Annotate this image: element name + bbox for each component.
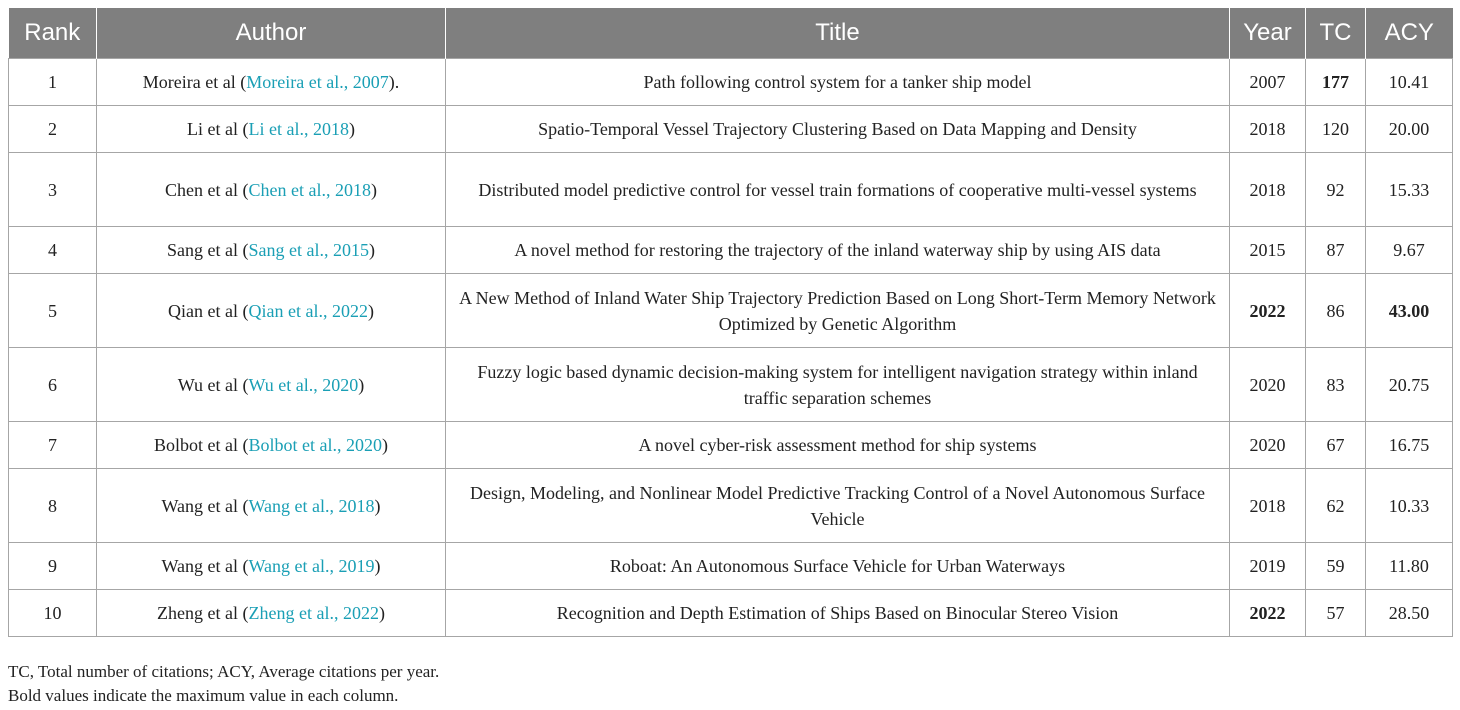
- header-author: Author: [97, 8, 446, 59]
- cell-author: [97, 348, 446, 422]
- cell-acy: 43.00: [1366, 274, 1453, 348]
- cell-year: 2018: [1230, 469, 1306, 543]
- cell-tc: 67: [1306, 422, 1366, 469]
- cell-rank: 4: [9, 227, 97, 274]
- reference-link[interactable]: Bolbot et al., 2020: [248, 435, 382, 455]
- cell-title: Fuzzy logic based dynamic decision-making system for intelligent navigation strategy within inland traffic separation schemes: [446, 348, 1230, 422]
- cell-title: Roboat: An Autonomous Surface Vehicle for Urban Waterways: [446, 543, 1230, 590]
- reference-link[interactable]: Qian et al., 2022: [248, 300, 368, 321]
- cell-rank: 3: [9, 153, 97, 227]
- cell-year: 2020: [1230, 422, 1306, 469]
- cell-tc: 92: [1306, 153, 1366, 227]
- header-acy: ACY: [1366, 8, 1453, 59]
- table-row: [9, 274, 1453, 348]
- header-year: Year: [1230, 8, 1306, 59]
- cell-tc: 87: [1306, 227, 1366, 274]
- cell-author: [97, 106, 446, 153]
- cell-title: Design, Modeling, and Nonlinear Model Predictive Tracking Control of a Novel Autonomous Surface Vehicle: [446, 469, 1230, 543]
- author-close-paren: ): [378, 603, 385, 623]
- author-name: Zheng et al (: [157, 603, 249, 623]
- cell-rank: 8: [9, 469, 97, 543]
- cell-acy: 9.67: [1366, 227, 1453, 274]
- author-close-paren: ): [381, 435, 388, 455]
- author-name: Wang et al (: [161, 495, 249, 516]
- cell-tc: 86: [1306, 274, 1366, 348]
- author-name: Qian et al (: [168, 300, 249, 321]
- cell-tc: 59: [1306, 543, 1366, 590]
- cell-author: [97, 59, 446, 106]
- cell-tc: 62: [1306, 469, 1366, 543]
- table-row: [9, 469, 1453, 543]
- cell-rank: 7: [9, 422, 97, 469]
- reference-link[interactable]: Wang et al., 2018: [248, 495, 375, 516]
- cell-year: 2019: [1230, 543, 1306, 590]
- author-close-paren: ): [374, 556, 381, 576]
- header-rank: Rank: [9, 8, 97, 59]
- author-name: Moreira et al (: [142, 72, 247, 92]
- reference-link[interactable]: Wang et al., 2019: [248, 556, 375, 576]
- cell-year: 2022: [1230, 274, 1306, 348]
- cell-title: Distributed model predictive control for vessel train formations of cooperative multi-vessel systems: [446, 153, 1230, 227]
- cell-acy: 15.33: [1366, 153, 1453, 227]
- cell-year: 2018: [1230, 153, 1306, 227]
- table-row: [9, 106, 1453, 153]
- cell-title: Path following control system for a tanker ship model: [446, 59, 1230, 106]
- cell-title: A New Method of Inland Water Ship Trajectory Prediction Based on Long Short-Term Memory Network Optimized by Genetic Algorithm: [446, 274, 1230, 348]
- cell-author: [97, 543, 446, 590]
- cell-year: 2022: [1230, 590, 1306, 637]
- cell-title: A novel method for restoring the trajectory of the inland waterway ship by using AIS data: [446, 227, 1230, 274]
- author-close-paren: ): [348, 119, 355, 139]
- cell-rank: 5: [9, 274, 97, 348]
- citation-table: [8, 8, 1453, 637]
- author-close-paren: ): [368, 240, 375, 260]
- table-row: [9, 227, 1453, 274]
- author-name: Sang et al (: [167, 240, 249, 260]
- author-close-paren: ): [358, 374, 365, 395]
- header-tc: TC: [1306, 8, 1366, 59]
- cell-author: [97, 227, 446, 274]
- cell-title: A novel cyber-risk assessment method for ship systems: [446, 422, 1230, 469]
- cell-tc: 120: [1306, 106, 1366, 153]
- cell-author: [97, 422, 446, 469]
- cell-author: [97, 590, 446, 637]
- table-row: [9, 590, 1453, 637]
- reference-link[interactable]: Zheng et al., 2022: [248, 603, 379, 623]
- author-close-paren: ).: [388, 72, 400, 92]
- reference-link[interactable]: Moreira et al., 2007: [246, 72, 389, 92]
- footnote-bold-note: Bold values indicate the maximum value in each column.: [8, 686, 399, 705]
- table-row: [9, 422, 1453, 469]
- cell-rank: 9: [9, 543, 97, 590]
- cell-author: [97, 274, 446, 348]
- footnote-abbreviations: TC, Total number of citations; ACY, Average citations per year.: [8, 662, 440, 681]
- cell-acy: 11.80: [1366, 543, 1453, 590]
- cell-author: [97, 469, 446, 543]
- cell-tc: 177: [1306, 59, 1366, 106]
- cell-year: 2018: [1230, 106, 1306, 153]
- reference-link[interactable]: Li et al., 2018: [248, 119, 349, 139]
- author-name: Li et al (: [187, 119, 249, 139]
- table-row: [9, 348, 1453, 422]
- cell-author: [97, 153, 446, 227]
- table-row: [9, 59, 1453, 106]
- table-body: [9, 59, 1453, 637]
- cell-acy: 20.00: [1366, 106, 1453, 153]
- cell-acy: 20.75: [1366, 348, 1453, 422]
- reference-link[interactable]: Wu et al., 2020: [248, 374, 359, 395]
- cell-rank: 10: [9, 590, 97, 637]
- cell-acy: 28.50: [1366, 590, 1453, 637]
- author-name: Wu et al (: [177, 374, 249, 395]
- author-close-paren: ): [374, 495, 381, 516]
- cell-rank: 6: [9, 348, 97, 422]
- cell-rank: 2: [9, 106, 97, 153]
- cell-tc: 83: [1306, 348, 1366, 422]
- cell-year: 2020: [1230, 348, 1306, 422]
- cell-acy: 10.33: [1366, 469, 1453, 543]
- table-row: [9, 543, 1453, 590]
- header-title: Title: [446, 8, 1230, 59]
- reference-link[interactable]: Sang et al., 2015: [248, 240, 369, 260]
- author-name: Wang et al (: [161, 556, 249, 576]
- author-close-paren: ): [370, 179, 377, 200]
- author-name: Chen et al (: [165, 179, 249, 200]
- cell-title: Spatio-Temporal Vessel Trajectory Clustering Based on Data Mapping and Density: [446, 106, 1230, 153]
- cell-year: 2015: [1230, 227, 1306, 274]
- cell-acy: 10.41: [1366, 59, 1453, 106]
- cell-rank: 1: [9, 59, 97, 106]
- cell-acy: 16.75: [1366, 422, 1453, 469]
- table-row: [9, 153, 1453, 227]
- author-name: Bolbot et al (: [154, 435, 249, 455]
- header-row: [9, 8, 1453, 59]
- cell-year: 2007: [1230, 59, 1306, 106]
- reference-link[interactable]: Chen et al., 2018: [248, 179, 371, 200]
- author-close-paren: ): [367, 300, 374, 321]
- cell-tc: 57: [1306, 590, 1366, 637]
- cell-title: Recognition and Depth Estimation of Ships Based on Binocular Stereo Vision: [446, 590, 1230, 637]
